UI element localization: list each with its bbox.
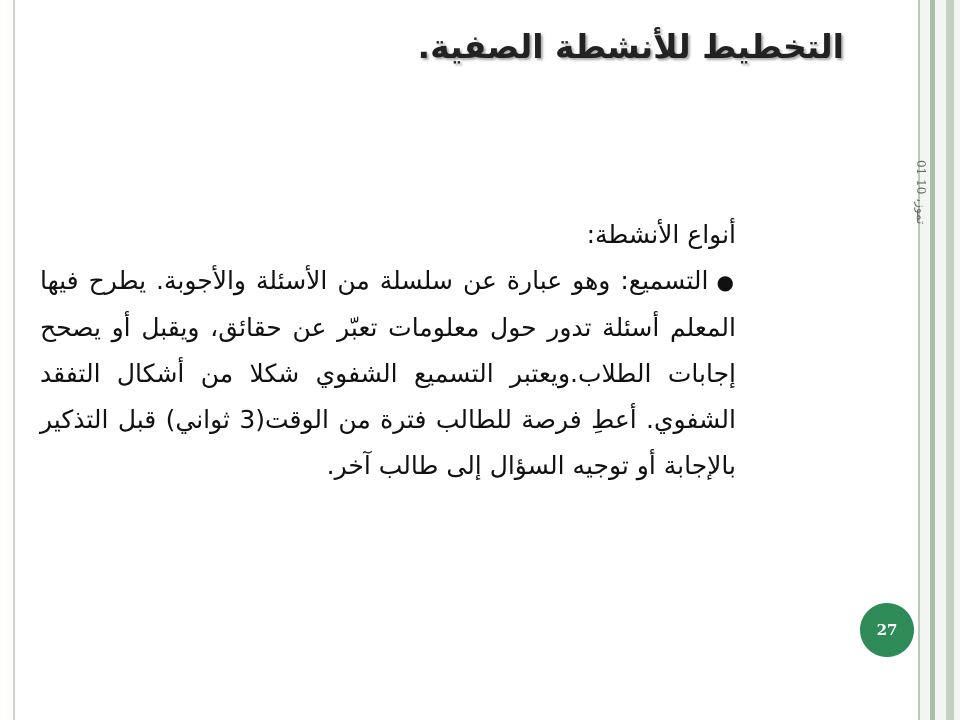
right-border-line-inner <box>918 0 920 720</box>
right-border-line-outer <box>946 0 954 720</box>
slide-body <box>40 212 736 489</box>
bullet-icon: ● <box>716 270 737 294</box>
left-border-line <box>13 0 15 720</box>
slide-title: التخطيط للأنشطة الصفية. <box>417 27 844 66</box>
page-number: 27 <box>876 621 898 639</box>
bullet-text: التسميع: وهو عبارة عن سلسلة من الأسئلة والأجوبة. يطرح فيها المعلم أسئلة تدور حول معلومات تعبّر عن حقائق، ويقبل أو يصحح إجابات الطلاب.ويعتبر التسميع الشفوي شكلا من أشكال التفقد الشفوي. أعطِ فرصة للطالب فترة من الوقت(3 ثواني) قبل التذكير بالإجابة أو توجيه السؤال إلى طالب آخر. <box>40 266 736 480</box>
slide-date: 01 تموز، 10 <box>914 160 928 225</box>
right-border-line-middle <box>930 0 935 720</box>
page-number-badge <box>860 603 914 657</box>
bullet-paragraph <box>40 258 736 489</box>
section-heading: أنواع الأنشطة: <box>586 220 736 249</box>
